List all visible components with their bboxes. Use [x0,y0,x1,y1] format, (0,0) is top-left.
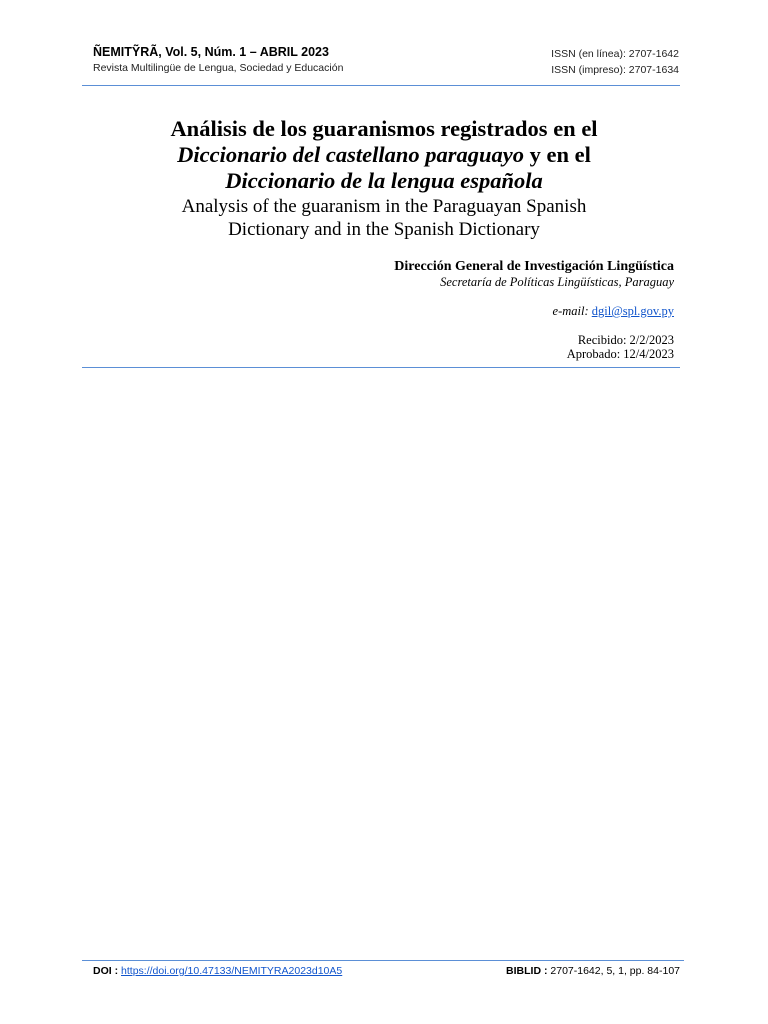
author-name: Dirección General de Investigación Lingüística [394,259,674,274]
header-divider [82,85,680,86]
email-link[interactable]: dgil@spl.gov.py [591,304,674,318]
received-date: Recibido: 2/2/2023 [577,333,674,347]
title-divider [82,367,680,368]
biblid-footer [506,965,680,977]
author-block [394,258,674,361]
title-es-italic1: Diccionario del castellano paraguayo [177,142,524,167]
title-spanish [60,116,708,194]
doi-label: DOI : [93,965,119,977]
journal-header [93,44,343,76]
title-en-line2: Dictionary and in the Spanish Dictionary [228,219,540,240]
journal-name: ÑEMITỸRÃ, Vol. 5, Núm. 1 – ABRIL 2023 [93,45,329,59]
email-label: e-mail: [552,304,589,318]
title-es-part2: y en el [524,142,591,167]
title-es-italic2: Diccionario de la lengua española [225,168,543,193]
biblid-label: BIBLID : [506,965,548,977]
footer-divider [82,960,684,961]
article-dates [394,333,674,361]
doi-link[interactable]: https://doi.org/10.47133/NEMITYRA2023d10A5 [121,965,343,977]
issn-print: ISSN (impreso): 2707-1634 [551,64,679,76]
approved-date: Aprobado: 12/4/2023 [566,347,674,361]
title-es-part1: Análisis de los guaranismos registrados en el [170,116,598,141]
biblid-value: 2707-1642, 5, 1, pp. 84-107 [550,965,680,977]
issn-online: ISSN (en línea): 2707-1642 [551,48,679,60]
doi-footer [93,965,342,977]
title-english [60,195,708,241]
author-email [394,304,674,319]
article-title [60,116,708,241]
title-en-line1: Analysis of the guaranism in the Paraguayan Spanish [181,196,587,217]
issn-block [551,46,679,78]
journal-subtitle: Revista Multilingüe de Lengua, Sociedad y Educación [93,62,344,74]
author-affiliation: Secretaría de Políticas Lingüísticas, Paraguay [440,275,674,289]
